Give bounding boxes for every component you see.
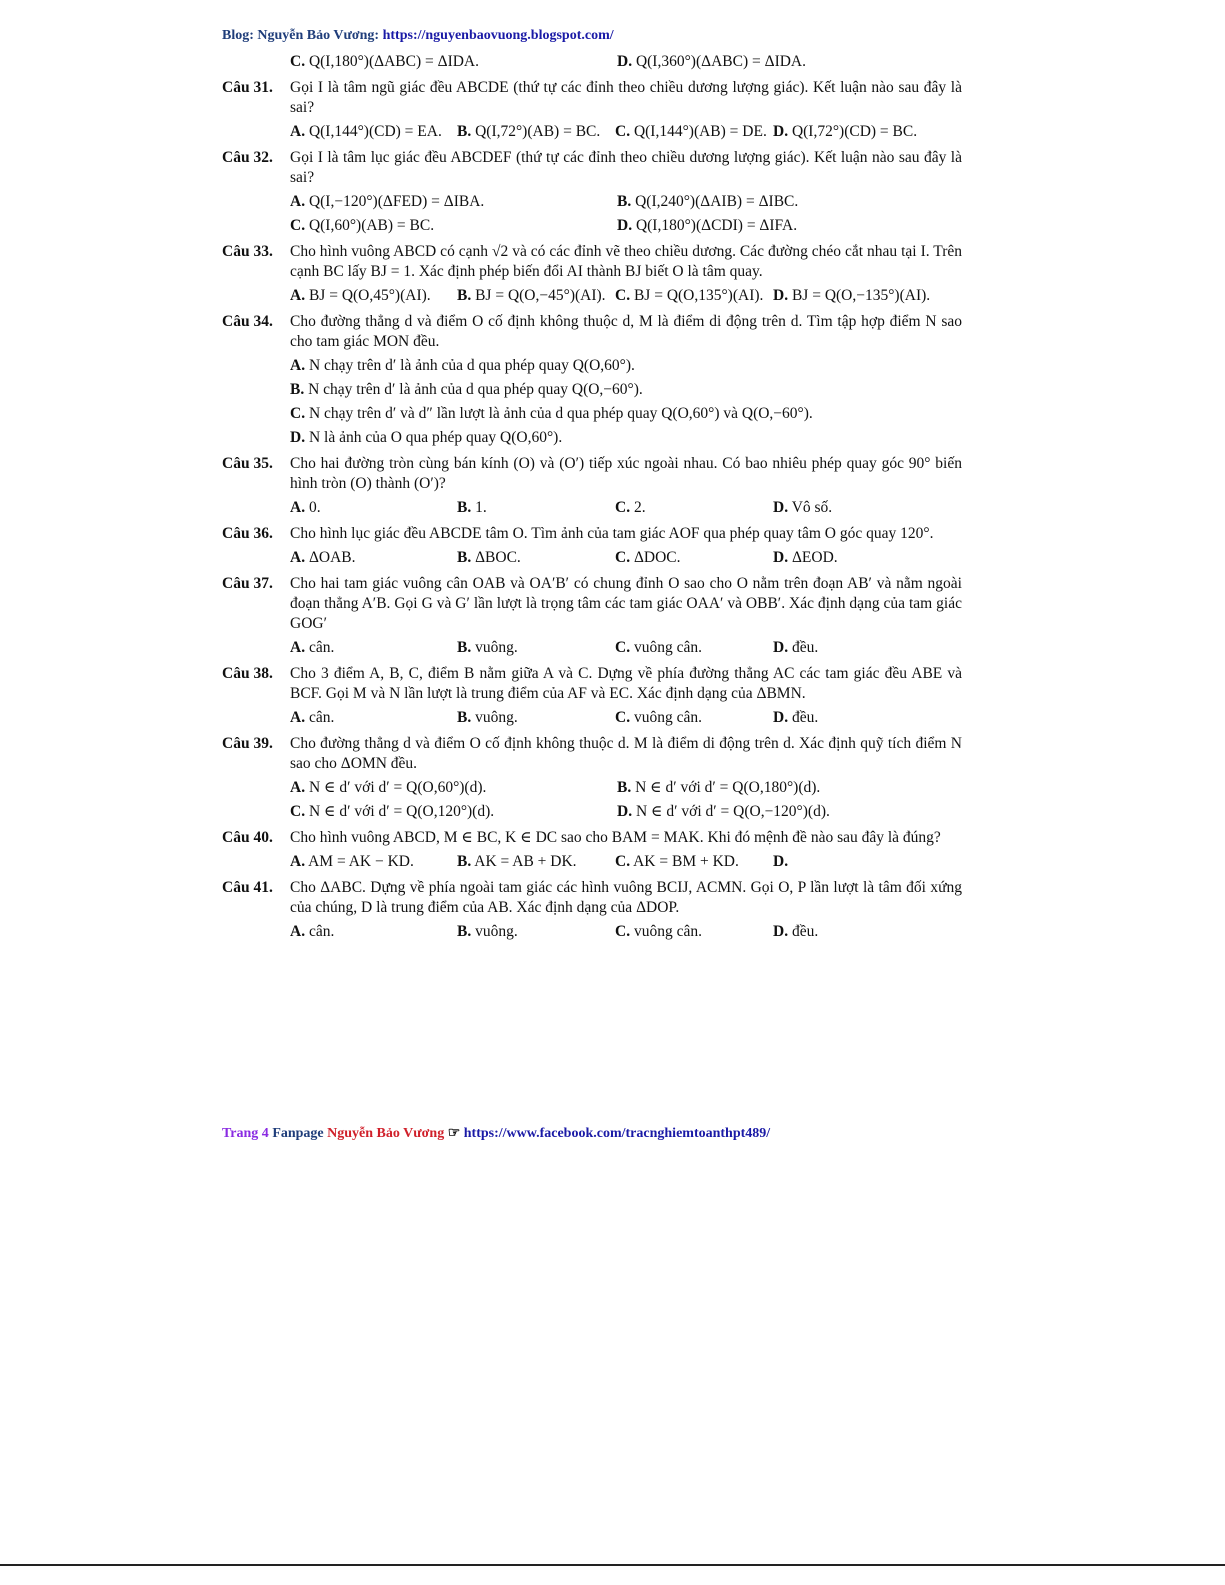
option <box>457 120 615 144</box>
option <box>615 706 773 730</box>
option <box>290 402 962 426</box>
option-letter: C. <box>615 549 631 566</box>
question-list <box>222 78 962 944</box>
option <box>457 850 615 874</box>
option <box>290 354 962 378</box>
question-number: Câu 31. <box>222 79 273 96</box>
option-letter: C. <box>290 217 306 234</box>
option <box>457 284 615 308</box>
question-text: Cho hình vuông ABCD có cạnh √2 và có các đỉnh vẽ theo chiều dương. Các đường chéo cắt nhau tại I. Trên cạnh BC lấy BJ = 1. Xác định phép biến đổi AI thành BJ biết O là tâm quay. <box>290 243 962 280</box>
answer-options <box>222 546 962 570</box>
option-letter: A. <box>290 287 306 304</box>
option <box>290 496 457 520</box>
option <box>290 800 617 824</box>
question-number: Câu 36. <box>222 525 273 542</box>
answer-options <box>222 776 962 824</box>
option-letter: D. <box>617 803 633 820</box>
option-text: N ∈ d′ với d′ = Q(O,180°)(d). <box>635 779 821 796</box>
option-letter: D. <box>773 499 789 516</box>
answer-options <box>222 636 962 660</box>
option <box>773 706 962 730</box>
page-bottom-rule <box>0 1564 1225 1566</box>
option <box>615 284 773 308</box>
option-text: N ∈ d′ với d′ = Q(O,60°)(d). <box>308 779 487 796</box>
option-text: cân. <box>308 709 335 726</box>
option-letter: C. <box>615 499 631 516</box>
question-number: Câu 33. <box>222 243 273 260</box>
option-text: AK = AB + DK. <box>474 853 577 870</box>
option-letter: A. <box>290 853 306 870</box>
option-letter: C. <box>290 53 306 70</box>
top-options <box>222 50 962 74</box>
question <box>222 78 962 118</box>
option-text: vuông cân. <box>633 639 702 656</box>
option-letter: D. <box>773 853 789 870</box>
option-letter: B. <box>457 499 472 516</box>
option <box>773 120 962 144</box>
option-letter: C. <box>615 923 631 940</box>
question <box>222 828 962 848</box>
option-text: vuông. <box>475 639 518 656</box>
option-text: Q(I,240°)(ΔAIB) = ΔIBC. <box>635 193 799 210</box>
option <box>773 284 962 308</box>
option <box>773 496 962 520</box>
option <box>457 546 615 570</box>
question-number: Câu 34. <box>222 313 273 330</box>
option <box>615 920 773 944</box>
option-letter: C. <box>615 287 631 304</box>
option-text: vuông cân. <box>633 923 702 940</box>
option-text: N chạy trên d′ là ảnh của d qua phép quay Q(O,60°). <box>308 357 635 374</box>
option-text: BJ = Q(O,45°)(AI). <box>308 287 431 304</box>
option-letter: B. <box>617 779 632 796</box>
question-text: Cho hai đường tròn cùng bán kính (O) và (O′) tiếp xúc ngoài nhau. Có bao nhiêu phép quay góc 90° biến hình tròn (O) thành (O′)? <box>290 455 962 492</box>
option-letter: B. <box>457 923 472 940</box>
question-number: Câu 37. <box>222 575 273 592</box>
option-letter: C. <box>615 709 631 726</box>
option-text: BJ = Q(O,−135°)(AI). <box>791 287 931 304</box>
option-text: vuông cân. <box>633 709 702 726</box>
option <box>617 190 962 214</box>
author-name: Nguyễn Bảo Vương <box>327 1126 445 1141</box>
option-text: cân. <box>308 923 335 940</box>
option-letter: A. <box>290 709 306 726</box>
option <box>773 850 962 874</box>
answer-options <box>222 120 962 144</box>
option-text: đều. <box>791 709 819 726</box>
option <box>773 546 962 570</box>
option-text: ΔOAB. <box>308 549 356 566</box>
question <box>222 242 962 282</box>
option <box>290 120 457 144</box>
hand-pointer-icon: ☞ <box>447 1126 461 1141</box>
option <box>290 706 457 730</box>
option-letter: B. <box>457 549 472 566</box>
question <box>222 664 962 704</box>
document-body <box>222 48 962 946</box>
option <box>290 214 617 238</box>
option-text: Q(I,144°)(AB) = DE. <box>633 123 767 140</box>
option <box>615 636 773 660</box>
option-letter: A. <box>290 193 306 210</box>
question-text: Cho 3 điểm A, B, C, điểm B nằm giữa A và C. Dựng về phía đường thẳng AC các tam giác đều ABE và BCF. Gọi M và N lần lượt là trung điểm của AF và EC. Xác định dạng của ΔBMN. <box>290 665 962 702</box>
option <box>615 850 773 874</box>
option <box>615 496 773 520</box>
option-letter: B. <box>457 639 472 656</box>
option <box>615 120 773 144</box>
option-text: Q(I,−120°)(ΔFED) = ΔIBA. <box>308 193 485 210</box>
option-text: AM = AK − KD. <box>308 853 414 870</box>
option <box>457 496 615 520</box>
option-text: 2. <box>633 499 646 516</box>
answer-options <box>222 284 962 308</box>
option-text: N ∈ d′ với d′ = Q(O,−120°)(d). <box>635 803 830 820</box>
option-text: AK = BM + KD. <box>633 853 739 870</box>
option-letter: D. <box>290 429 306 446</box>
question-number: Câu 32. <box>222 149 273 166</box>
option-letter: B. <box>290 381 305 398</box>
answer-options <box>222 850 962 874</box>
option-letter: A. <box>290 639 306 656</box>
blog-label: Blog: Nguyễn Bảo Vương: <box>222 28 380 43</box>
option <box>290 850 457 874</box>
option <box>457 920 615 944</box>
option-text: đều. <box>791 639 819 656</box>
answer-options <box>222 706 962 730</box>
question-text: Cho hình lục giác đều ABCDE tâm O. Tìm ảnh của tam giác AOF qua phép quay tâm O góc quay 120°. <box>290 525 934 542</box>
option-text: N chạy trên d′ là ảnh của d qua phép quay Q(O,−60°). <box>308 381 643 398</box>
option-text: N là ảnh của O qua phép quay Q(O,60°). <box>308 429 563 446</box>
option-letter: C. <box>615 123 631 140</box>
option-letter: D. <box>773 639 789 656</box>
option-letter: D. <box>773 709 789 726</box>
option <box>290 776 617 800</box>
option-letter: C. <box>615 639 631 656</box>
option-letter: A. <box>290 779 306 796</box>
question <box>222 574 962 634</box>
page-number: Trang 4 <box>222 1126 269 1141</box>
option-text: Q(I,72°)(CD) = BC. <box>791 123 918 140</box>
option-letter: C. <box>290 405 306 422</box>
answer-options <box>222 920 962 944</box>
option <box>617 214 962 238</box>
option-letter: A. <box>290 549 306 566</box>
question <box>222 524 962 544</box>
option-text: vuông. <box>475 923 518 940</box>
option <box>617 800 962 824</box>
option <box>617 776 962 800</box>
answer-options <box>222 354 962 450</box>
option-text: Q(I,144°)(CD) = EA. <box>308 123 442 140</box>
option-text: ΔDOC. <box>633 549 681 566</box>
option-text: Q(I,180°)(ΔABC) = ΔIDA. <box>308 53 479 70</box>
option-text: N chạy trên d′ và d″ lần lượt là ảnh của d qua phép quay Q(O,60°) và Q(O,−60°). <box>308 405 813 422</box>
option-letter: B. <box>457 853 472 870</box>
option-letter: B. <box>457 709 472 726</box>
question-number: Câu 40. <box>222 829 273 846</box>
question <box>222 312 962 352</box>
option-text: vuông. <box>475 709 518 726</box>
option-text: đều. <box>791 923 819 940</box>
question-text: Cho ΔABC. Dựng về phía ngoài tam giác các hình vuông BCIJ, ACMN. Gọi O, P lần lượt là tâm đối xứng của chúng, D là trung điểm của AB. Xác định dạng của ΔDOP. <box>290 879 962 916</box>
page-header <box>222 28 614 44</box>
answer-options <box>222 190 962 238</box>
question <box>222 454 962 494</box>
option <box>773 636 962 660</box>
option-letter: D. <box>617 53 633 70</box>
option <box>617 50 962 74</box>
option-letter: B. <box>457 123 472 140</box>
option <box>290 50 617 74</box>
question-number: Câu 41. <box>222 879 273 896</box>
option-text: BJ = Q(O,135°)(AI). <box>633 287 764 304</box>
option-text: Q(I,180°)(ΔCDI) = ΔIFA. <box>635 217 798 234</box>
option-text: Q(I,360°)(ΔABC) = ΔIDA. <box>635 53 806 70</box>
option <box>290 426 962 450</box>
question-text: Gọi I là tâm ngũ giác đều ABCDE (thứ tự các đỉnh theo chiều dương lượng giác). Kết luận nào sau đây là sai? <box>290 79 962 116</box>
option <box>457 636 615 660</box>
question-text: Cho đường thẳng d và điểm O cố định không thuộc d, M là điểm di động trên d. Tìm tập hợp điểm N sao cho tam giác MON đều. <box>290 313 962 350</box>
question <box>222 878 962 918</box>
option <box>773 920 962 944</box>
option-letter: A. <box>290 357 306 374</box>
option <box>290 546 457 570</box>
option-letter: D. <box>773 923 789 940</box>
option-letter: D. <box>773 549 789 566</box>
option <box>615 546 773 570</box>
option-text: Vô số. <box>791 499 833 516</box>
option <box>290 920 457 944</box>
question-number: Câu 39. <box>222 735 273 752</box>
page-footer <box>222 1125 770 1142</box>
option-letter: B. <box>617 193 632 210</box>
option <box>290 378 962 402</box>
option-text: Q(I,60°)(AB) = BC. <box>308 217 435 234</box>
question <box>222 734 962 774</box>
option-letter: D. <box>617 217 633 234</box>
question-text: Cho hình vuông ABCD, M ∈ BC, K ∈ DC sao cho BAM = MAK. Khi đó mệnh đề nào sau đây là đúng? <box>290 829 941 846</box>
option-letter: A. <box>290 499 306 516</box>
option <box>457 706 615 730</box>
option-letter: C. <box>290 803 306 820</box>
option-text: cân. <box>308 639 335 656</box>
option-text: ΔEOD. <box>791 549 838 566</box>
question-number: Câu 35. <box>222 455 273 472</box>
question-text: Cho đường thẳng d và điểm O cố định không thuộc d. M là điểm di động trên d. Xác định quỹ tích điểm N sao cho ΔOMN đều. <box>290 735 962 772</box>
option <box>290 636 457 660</box>
option-text: N ∈ d′ với d′ = Q(O,120°)(d). <box>308 803 495 820</box>
question-text: Gọi I là tâm lục giác đều ABCDEF (thứ tự các đỉnh theo chiều dương lượng giác). Kết luận nào sau đây là sai? <box>290 149 962 186</box>
option-letter: C. <box>615 853 631 870</box>
option-letter: D. <box>773 287 789 304</box>
option-text: BJ = Q(O,−45°)(AI). <box>475 287 606 304</box>
answer-options <box>222 496 962 520</box>
option-letter: B. <box>457 287 472 304</box>
question-text: Cho hai tam giác vuông cân OAB và OA′B′ có chung đỉnh O sao cho O nằm trên đoạn AB′ và nằm ngoài đoạn thẳng A′B. Gọi G và G′ lần lượt là trọng tâm các tam giác OAA′ và OBB′. Xác định dạng của tam giác GOG′ <box>290 575 962 632</box>
option <box>290 284 457 308</box>
option-text: Q(I,72°)(AB) = BC. <box>475 123 601 140</box>
facebook-link[interactable]: https://www.facebook.com/tracnghiemtoanthpt489/ <box>463 1126 771 1141</box>
fanpage-label: Fanpage <box>272 1126 324 1141</box>
question <box>222 148 962 188</box>
option-letter: A. <box>290 123 306 140</box>
option <box>290 190 617 214</box>
option-text: 1. <box>475 499 487 516</box>
option-letter: D. <box>773 123 789 140</box>
option-letter: A. <box>290 923 306 940</box>
option-text: ΔBOC. <box>475 549 521 566</box>
blog-link[interactable]: https://nguyenbaovuong.blogspot.com/ <box>382 28 614 43</box>
option-text: 0. <box>308 499 321 516</box>
question-number: Câu 38. <box>222 665 273 682</box>
